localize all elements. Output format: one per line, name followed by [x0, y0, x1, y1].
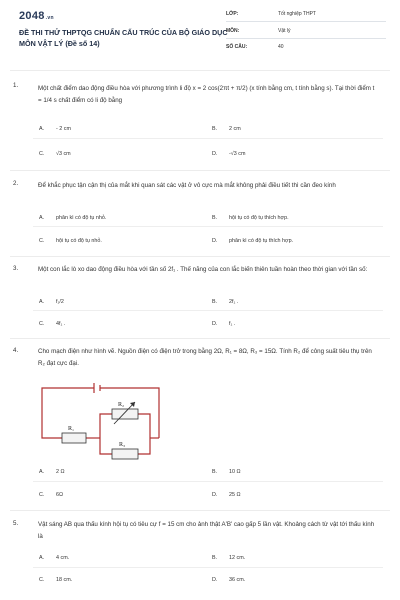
option-text: √3 cm — [56, 151, 71, 157]
option-letter: D. — [212, 321, 218, 327]
header-divider — [10, 70, 390, 71]
exam-title: ĐỀ THI THỬ THPTQG CHUẨN CẤU TRÚC CỦA BỘ GIÁO DỤC MÔN VẬT LÝ (Đề số 14) — [19, 28, 228, 48]
option-letter: B. — [212, 126, 218, 132]
option-divider — [33, 481, 383, 482]
label-r1: R₁ — [68, 426, 75, 432]
option-letter: A. — [39, 215, 45, 221]
option-divider — [33, 226, 383, 227]
logo-text: 2048 — [19, 10, 45, 22]
option-letter: C. — [39, 151, 45, 157]
option-text: 18 cm. — [56, 577, 73, 583]
option-b[interactable] — [212, 299, 238, 305]
option-letter: C. — [39, 321, 45, 327]
meta-divider — [226, 21, 386, 22]
meta-class — [226, 11, 316, 17]
option-text: 2 Ω — [56, 469, 65, 475]
option-letter: D. — [212, 577, 218, 583]
option-text: hội tụ có độ tụ nhỏ. — [56, 238, 102, 244]
option-letter: A. — [39, 555, 45, 561]
option-letter: C. — [39, 492, 45, 498]
option-c[interactable] — [39, 577, 72, 583]
option-letter: A. — [39, 126, 45, 132]
option-text: 2 cm — [229, 126, 241, 132]
option-text: 10 Ω — [229, 469, 241, 475]
option-text: 12 cm. — [229, 555, 246, 561]
label-r3: R₃ — [119, 442, 126, 448]
option-letter: D. — [212, 492, 218, 498]
option-text: 4 cm. — [56, 555, 70, 561]
resistor-r3 — [112, 449, 138, 459]
option-b[interactable] — [212, 555, 245, 561]
meta-divider — [226, 38, 386, 39]
option-letter: D. — [212, 238, 218, 244]
option-a[interactable] — [39, 215, 106, 221]
question-text: Để khắc phục tận cận thị của mắt khi quan sát các vật ở vô cực mà mắt không phải điều tiết thì cần đeo kính — [38, 182, 336, 189]
resistor-r2 — [112, 409, 138, 419]
option-c[interactable] — [39, 321, 65, 327]
option-a[interactable] — [39, 555, 69, 561]
site-logo[interactable] — [19, 10, 54, 22]
option-text: hội tụ có độ tụ thích hợp. — [229, 215, 289, 221]
option-c[interactable] — [39, 238, 102, 244]
meta-subject — [226, 28, 291, 34]
meta-count — [226, 44, 284, 50]
option-d[interactable] — [212, 238, 293, 244]
circuit-diagram — [38, 382, 163, 460]
question-number: 1. — [13, 82, 19, 89]
question-number: 3. — [13, 265, 19, 272]
option-divider — [33, 138, 383, 139]
logo-suffix: .vn — [45, 15, 54, 21]
option-letter: B. — [212, 555, 218, 561]
option-letter: B. — [212, 469, 218, 475]
option-d[interactable] — [212, 577, 245, 583]
meta-count-value: 40 — [278, 44, 284, 50]
option-divider — [33, 567, 383, 568]
question-text: Một chất điểm dao động điều hòa với phương trình li độ x = 2 cos(2πt + π/2) (x tính bằng cm, t tính bằng s). Tại thời điểm t = 1/4 s chất điểm có li độ bằng — [38, 85, 375, 104]
option-text: 25 Ω — [229, 492, 241, 498]
meta-count-label: SỐ CÂU: — [226, 44, 248, 50]
option-text: -√3 cm — [229, 151, 246, 157]
option-d[interactable] — [212, 321, 235, 327]
meta-class-label: LỚP: — [226, 11, 239, 17]
option-b[interactable] — [212, 126, 241, 132]
option-d[interactable] — [212, 492, 241, 498]
option-divider — [33, 310, 383, 311]
question-divider — [10, 510, 390, 511]
option-text: 6Ω — [56, 492, 64, 498]
option-letter: C. — [39, 577, 45, 583]
question-number: 5. — [13, 520, 19, 527]
option-text: 4f₁ . — [56, 321, 66, 327]
option-letter: B. — [212, 215, 218, 221]
label-r2: R₂ — [118, 402, 125, 408]
option-letter: A. — [39, 469, 45, 475]
question-number: 2. — [13, 180, 19, 187]
option-text: f₁ . — [229, 321, 236, 327]
question-text: Một con lắc lò xo dao động điều hòa với tần số 2f₁ . Thế năng của con lắc biến thiên tuần hoàn theo thời gian với tần số: — [38, 266, 368, 273]
meta-subject-value: Vật lý — [278, 28, 291, 34]
option-a[interactable] — [39, 469, 65, 475]
meta-subject-label: MÔN: — [226, 28, 240, 34]
option-a[interactable] — [39, 299, 64, 305]
option-text: 36 cm. — [229, 577, 246, 583]
option-text: phân kì có độ tụ thích hợp. — [229, 238, 294, 244]
option-text: 2f₁ . — [229, 299, 239, 305]
question-text: Cho mạch điện như hình vẽ. Nguồn điện có điện trở trong bằng 2Ω, R₁ = 8Ω, R₃ = 15Ω. Tính R₂ để công suất tiêu thụ trên R₂ đạt cực đại. — [38, 348, 372, 367]
option-b[interactable] — [212, 215, 289, 221]
question-divider — [10, 256, 390, 257]
resistor-r1 — [62, 433, 86, 443]
option-letter: D. — [212, 151, 218, 157]
option-letter: A. — [39, 299, 45, 305]
option-letter: C. — [39, 238, 45, 244]
option-text: - 2 cm — [56, 126, 71, 132]
exam-header — [0, 0, 400, 66]
question-number: 4. — [13, 347, 19, 354]
question-divider — [10, 338, 390, 339]
option-text: f₁/2 — [56, 299, 64, 305]
meta-class-value: Tốt nghiệp THPT — [278, 11, 316, 17]
option-b[interactable] — [212, 469, 241, 475]
option-c[interactable] — [39, 492, 63, 498]
question-divider — [10, 170, 390, 171]
option-text: phân kì có độ tụ nhỏ. — [56, 215, 107, 221]
question-text: Vật sáng AB qua thấu kính hội tụ có tiêu cự f = 15 cm cho ảnh thật A'B' cao gấp 5 lần vật. Khoảng cách từ vật tới thấu kính là — [38, 521, 375, 540]
option-c[interactable] — [39, 151, 71, 157]
option-letter: B. — [212, 299, 218, 305]
option-d[interactable] — [212, 151, 245, 157]
option-a[interactable] — [39, 126, 71, 132]
